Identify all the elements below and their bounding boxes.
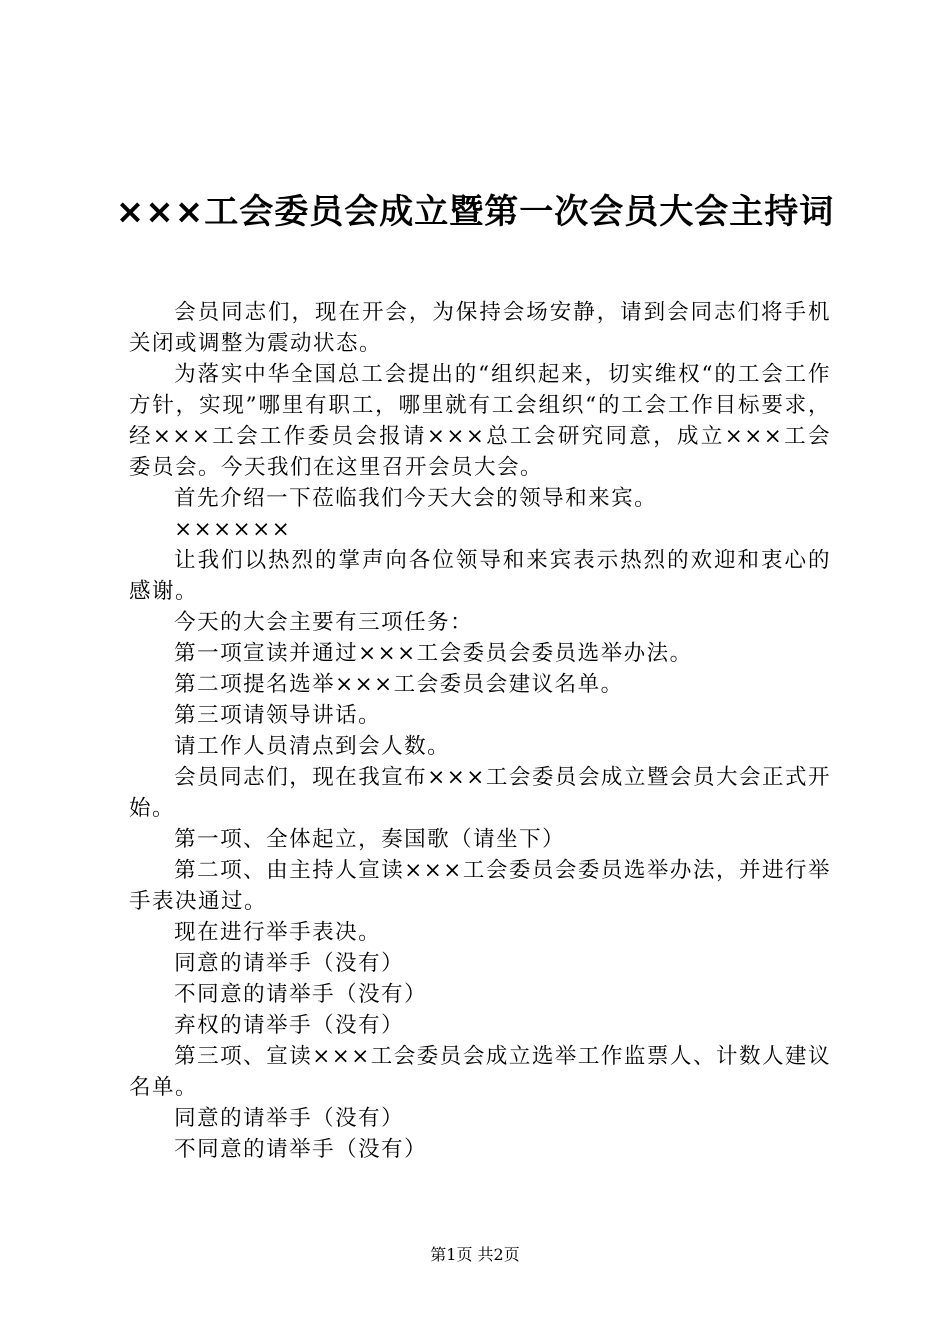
paragraph: 弃权的请举手（没有） [174, 1013, 405, 1038]
document-body [129, 297, 831, 1165]
document-title: ×××工会委员会成立暨第一次会员大会主持词 [115, 192, 835, 232]
paragraph: 第二项提名选举×××工会委员会建议名单。 [174, 672, 624, 697]
paragraph: 现在进行举手表决。 [174, 920, 382, 945]
paragraph: 为落实中华全国总工会提出的“组织起来，切实维权“的工会工作方针，实现”哪里有职工，哪里就有工会组织“的工会工作目标要求，经×××工会工作委员会报请×××总工会研究同意，成立×××工会委员会。今天我们在这里召开会员大会。 [129, 362, 831, 480]
paragraph: 第三项请领导讲话。 [174, 703, 382, 728]
paragraph: 会员同志们，现在我宣布×××工会委员会成立暨会员大会正式开始。 [129, 765, 831, 821]
paragraph: 不同意的请举手（没有） [174, 1137, 428, 1162]
paragraph: 第二项、由主持人宣读×××工会委员会委员选举办法，并进行举手表决通过。 [129, 858, 831, 914]
paragraph: 同意的请举手（没有） [174, 951, 405, 976]
paragraph: 不同意的请举手（没有） [174, 982, 428, 1007]
paragraph: 首先介绍一下莅临我们今天大会的领导和来宾。 [174, 486, 658, 511]
paragraph: 请工作人员清点到会人数。 [174, 734, 451, 759]
paragraph: 今天的大会主要有三项任务： [174, 610, 474, 635]
paragraph: 第一项、全体起立，奏国歌（请坐下） [174, 827, 566, 852]
paragraph: 同意的请举手（没有） [174, 1106, 405, 1131]
paragraph: 第三项、宣读×××工会委员会成立选举工作监票人、计数人建议名单。 [129, 1044, 831, 1100]
page-footer: 第1页 共2页 [430, 1245, 520, 1264]
paragraph: ×××××× [174, 517, 292, 542]
paragraph: 会员同志们，现在开会，为保持会场安静，请到会同志们将手机关闭或调整为震动状态。 [129, 300, 831, 356]
paragraph: 第一项宣读并通过×××工会委员会委员选举办法。 [174, 641, 693, 666]
paragraph: 让我们以热烈的掌声向各位领导和来宾表示热烈的欢迎和衷心的感谢。 [129, 548, 831, 604]
